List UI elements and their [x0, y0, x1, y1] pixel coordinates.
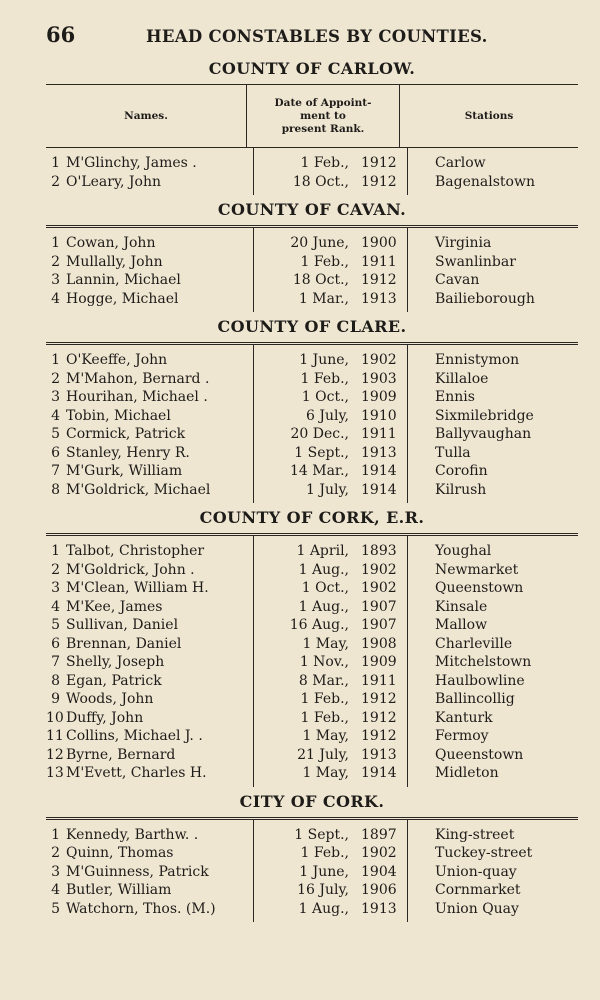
row-number: 2	[51, 173, 60, 190]
appointment-year: 1897	[361, 826, 397, 843]
appointment-date	[259, 673, 413, 689]
officer-name: M'Gurk, William	[66, 463, 183, 480]
officer-name: M'Clean, William H.	[66, 580, 209, 597]
appointment-year: 1906	[361, 882, 397, 899]
appointment-day-month: 1 Aug.,	[298, 561, 349, 578]
officer-name: Cowan, John	[66, 235, 156, 252]
running-title: HEAD CONSTABLES BY COUNTIES.	[146, 27, 488, 46]
station-name: Tuckey-street	[435, 845, 533, 862]
officer-name: Stanley, Henry R.	[66, 444, 190, 461]
table-row	[46, 690, 578, 709]
appointment-day-month: 1 Feb.,	[300, 370, 349, 387]
row-number: 10	[46, 709, 64, 726]
appointment-date	[259, 155, 413, 171]
header-stations: Stations	[464, 110, 514, 122]
appointment-date	[259, 747, 413, 763]
county-section	[46, 59, 578, 195]
appointment-day-month: 20 June,	[290, 235, 349, 252]
appointment-year: 1913	[361, 900, 397, 917]
appointment-day-month: 1 Feb.,	[300, 253, 349, 270]
table-row	[46, 672, 578, 691]
row-number: 1	[51, 826, 60, 843]
officer-name: Byrne, Bernard	[66, 746, 176, 763]
appointment-date	[259, 352, 413, 368]
column-divider	[253, 148, 254, 195]
appointment-year: 1912	[361, 691, 397, 708]
section-rows	[46, 228, 578, 312]
appointment-day-month: 21 July,	[297, 746, 349, 763]
station-name: Kilrush	[435, 481, 487, 498]
row-number: 3	[51, 863, 60, 880]
row-number: 11	[46, 728, 64, 745]
table-row	[46, 727, 578, 746]
column-divider	[407, 148, 408, 195]
table-row	[46, 764, 578, 783]
officer-name: Duffy, John	[66, 709, 144, 726]
appointment-day-month: 16 Aug.,	[289, 617, 349, 634]
appointment-date	[259, 272, 413, 288]
appointment-year: 1913	[361, 444, 397, 461]
officer-name: M'Goldrick, Michael	[66, 481, 211, 498]
station-name: Cavan	[435, 272, 480, 289]
table-row	[46, 462, 578, 481]
appointment-date	[259, 765, 413, 781]
table-row	[46, 388, 578, 407]
table-row	[46, 407, 578, 426]
officer-name: Woods, John	[66, 691, 154, 708]
row-number: 8	[51, 481, 60, 498]
row-number: 7	[51, 463, 60, 480]
officer-name: M'Glinchy, James .	[66, 155, 197, 172]
appointment-date	[259, 543, 413, 559]
appointment-day-month: 18 Oct.,	[292, 272, 349, 289]
column-divider	[407, 345, 408, 503]
section-rows	[46, 536, 578, 787]
page-number: 66	[46, 22, 76, 47]
appointment-day-month: 1 Oct.,	[301, 389, 349, 406]
row-number: 3	[51, 389, 60, 406]
station-name: Swanlinbar	[435, 253, 516, 270]
officer-name: Egan, Patrick	[66, 672, 162, 689]
officer-name: M'Guinness, Patrick	[66, 863, 209, 880]
appointment-date	[259, 827, 413, 843]
station-name: Youghal	[435, 543, 492, 560]
appointment-date	[259, 562, 413, 578]
appointment-year: 1913	[361, 290, 397, 307]
station-name: King-street	[435, 826, 515, 843]
station-name: Ballyvaughan	[435, 426, 532, 443]
appointment-year: 1914	[361, 765, 397, 782]
appointment-year: 1911	[361, 426, 397, 443]
row-number: 1	[51, 352, 60, 369]
appointment-day-month: 8 Mar.,	[298, 672, 349, 689]
county-title: COUNTY OF CARLOW.	[208, 59, 416, 78]
column-divider	[407, 820, 408, 923]
county-section	[46, 508, 578, 787]
column-divider	[253, 345, 254, 503]
station-name: Ballincollig	[435, 691, 515, 708]
appointment-day-month: 16 July,	[297, 882, 349, 899]
table-row	[46, 863, 578, 882]
appointment-day-month: 1 Oct.,	[301, 580, 349, 597]
officer-name: Tobin, Michael	[66, 407, 171, 424]
table-row	[46, 561, 578, 580]
table-row	[46, 444, 578, 463]
appointment-year: 1902	[361, 352, 397, 369]
officer-name: O'Leary, John	[66, 173, 161, 190]
appointment-date	[259, 371, 413, 387]
station-name: Haulbowline	[435, 672, 525, 689]
row-number: 7	[51, 654, 60, 671]
row-number: 4	[51, 598, 60, 615]
appointment-date	[259, 291, 413, 307]
row-number: 3	[51, 272, 60, 289]
table-row	[46, 579, 578, 598]
appointment-year: 1912	[361, 728, 397, 745]
table-row	[46, 746, 578, 765]
appointment-date	[259, 728, 413, 744]
appointment-day-month: 1 May,	[302, 635, 349, 652]
county-section	[46, 317, 578, 503]
table-row	[46, 542, 578, 561]
officer-name: Hourihan, Michael .	[66, 389, 208, 406]
row-number: 6	[51, 444, 60, 461]
running-header	[46, 22, 578, 54]
row-number: 5	[51, 426, 60, 443]
row-number: 1	[51, 155, 60, 172]
appointment-year: 1913	[361, 746, 397, 763]
appointment-day-month: 1 May,	[302, 765, 349, 782]
row-number: 4	[51, 407, 60, 424]
appointment-date	[259, 463, 413, 479]
appointment-date	[259, 599, 413, 615]
column-divider	[253, 228, 254, 312]
station-name: Bagenalstown	[435, 173, 535, 190]
appointment-date	[259, 580, 413, 596]
appointment-day-month: 1 June,	[299, 352, 349, 369]
appointment-date	[259, 389, 413, 405]
station-name: Kinsale	[435, 598, 488, 615]
officer-name: Talbot, Christopher	[66, 543, 205, 560]
table-row	[46, 900, 578, 919]
appointment-date	[259, 254, 413, 270]
appointment-date	[259, 636, 413, 652]
appointment-year: 1912	[361, 272, 397, 289]
table-row	[46, 290, 578, 309]
row-number: 3	[51, 580, 60, 597]
appointment-year: 1904	[361, 863, 397, 880]
column-headers	[46, 85, 578, 148]
appointment-year: 1912	[361, 173, 397, 190]
appointment-date	[259, 617, 413, 633]
county-title: COUNTY OF CORK, E.R.	[199, 508, 425, 527]
header-names: Names.	[46, 85, 247, 147]
officer-name: Collins, Michael J. .	[66, 728, 203, 745]
appointment-day-month: 1 Aug.,	[298, 900, 349, 917]
station-name: Kanturk	[435, 709, 493, 726]
column-divider	[253, 536, 254, 787]
county-sections	[46, 59, 578, 922]
appointment-day-month: 1 July,	[306, 481, 349, 498]
appointment-date	[259, 408, 413, 424]
table-row	[46, 826, 578, 845]
table-row	[46, 370, 578, 389]
row-number: 4	[51, 290, 60, 307]
station-name: Corofin	[435, 463, 488, 480]
appointment-day-month: 1 Mar.,	[298, 290, 349, 307]
appointment-year: 1893	[361, 543, 397, 560]
appointment-day-month: 14 Mar.,	[289, 463, 349, 480]
column-divider	[407, 228, 408, 312]
county-section	[46, 200, 578, 312]
station-name: Sixmilebridge	[435, 407, 534, 424]
table-row	[46, 616, 578, 635]
appointment-year: 1912	[361, 155, 397, 172]
appointment-date	[259, 445, 413, 461]
station-name: Charleville	[435, 635, 513, 652]
appointment-date	[259, 426, 413, 442]
table-row	[46, 709, 578, 728]
table-row	[46, 425, 578, 444]
appointment-day-month: 20 Dec.,	[290, 426, 349, 443]
section-rows	[46, 345, 578, 503]
appointment-date	[259, 864, 413, 880]
officer-name: Mullally, John	[66, 253, 163, 270]
appointment-day-month: 1 May,	[302, 728, 349, 745]
officer-name: M'Evett, Charles H.	[66, 765, 207, 782]
row-number: 2	[51, 561, 60, 578]
station-name: Killaloe	[435, 370, 489, 387]
row-number: 2	[51, 845, 60, 862]
row-number: 6	[51, 635, 60, 652]
station-name: Carlow	[435, 155, 486, 172]
officer-name: Kennedy, Barthw. .	[66, 826, 199, 843]
station-name: Virginia	[435, 235, 492, 252]
station-name: Queenstown	[435, 746, 524, 763]
row-number: 2	[51, 370, 60, 387]
appointment-year: 1910	[361, 407, 397, 424]
table-row	[46, 481, 578, 500]
appointment-year: 1914	[361, 463, 397, 480]
appointment-date	[259, 174, 413, 190]
appointment-year: 1900	[361, 235, 397, 252]
county-title: COUNTY OF CLARE.	[217, 317, 407, 336]
station-name: Cornmarket	[435, 882, 521, 899]
section-rows	[46, 820, 578, 923]
appointment-day-month: 6 July,	[306, 407, 349, 424]
station-name: Queenstown	[435, 580, 524, 597]
station-name: Mallow	[435, 617, 488, 634]
station-name: Newmarket	[435, 561, 519, 578]
row-number: 9	[51, 691, 60, 708]
county-title: COUNTY OF CAVAN.	[217, 200, 407, 219]
appointment-year: 1902	[361, 845, 397, 862]
appointment-year: 1911	[361, 672, 397, 689]
station-name: Ennis	[435, 389, 475, 406]
table-row	[46, 653, 578, 672]
officer-name: M'Goldrick, John .	[66, 561, 195, 578]
table-row	[46, 351, 578, 370]
station-name: Midleton	[435, 765, 499, 782]
appointment-year: 1903	[361, 370, 397, 387]
county-section	[46, 792, 578, 923]
officer-name: O'Keeffe, John	[66, 352, 168, 369]
row-number: 2	[51, 253, 60, 270]
appointment-date	[259, 654, 413, 670]
appointment-year: 1914	[361, 481, 397, 498]
column-divider	[407, 536, 408, 787]
officer-name: Lannin, Michael	[66, 272, 181, 289]
station-name: Tulla	[435, 444, 471, 461]
table-row	[46, 154, 578, 173]
appointment-day-month: 1 Aug.,	[298, 598, 349, 615]
officer-name: Hogge, Michael	[66, 290, 179, 307]
table-row	[46, 253, 578, 272]
appointment-date	[259, 235, 413, 251]
appointment-date	[259, 482, 413, 498]
appointment-date	[259, 710, 413, 726]
appointment-day-month: 1 Feb.,	[300, 845, 349, 862]
table-row	[46, 844, 578, 863]
officer-name: Quinn, Thomas	[66, 845, 174, 862]
county-title: CITY OF CORK.	[239, 791, 385, 811]
officer-name: M'Mahon, Bernard .	[66, 370, 210, 387]
section-rows	[46, 148, 578, 195]
appointment-day-month: 1 April,	[296, 543, 349, 560]
column-divider	[253, 820, 254, 923]
officer-name: Shelly, Joseph	[66, 654, 165, 671]
row-number: 4	[51, 882, 60, 899]
appointment-day-month: 1 June,	[299, 863, 349, 880]
appointment-day-month: 1 Nov.,	[299, 654, 349, 671]
appointment-day-month: 1 Feb.,	[300, 155, 349, 172]
header-date: Date of Appoint- ment to present Rank.	[247, 85, 400, 147]
officer-name: M'Kee, James	[66, 598, 163, 615]
table-row	[46, 598, 578, 617]
table-row	[46, 635, 578, 654]
appointment-day-month: 1 Feb.,	[300, 691, 349, 708]
row-number: 5	[51, 900, 60, 917]
appointment-date	[259, 691, 413, 707]
appointment-day-month: 1 Feb.,	[300, 709, 349, 726]
officer-name: Sullivan, Daniel	[66, 617, 179, 634]
station-name: Fermoy	[435, 728, 489, 745]
appointment-day-month: 18 Oct.,	[292, 173, 349, 190]
appointment-year: 1907	[361, 598, 397, 615]
officer-name: Cormick, Patrick	[66, 426, 186, 443]
officer-name: Brennan, Daniel	[66, 635, 182, 652]
table-row	[46, 173, 578, 192]
appointment-year: 1912	[361, 709, 397, 726]
station-name: Bailieborough	[435, 290, 535, 307]
appointment-year: 1907	[361, 617, 397, 634]
appointment-year: 1909	[361, 654, 397, 671]
appointment-date	[259, 845, 413, 861]
row-number: 1	[51, 543, 60, 560]
table-row	[46, 271, 578, 290]
row-number: 1	[51, 235, 60, 252]
appointment-year: 1909	[361, 389, 397, 406]
appointment-year: 1902	[361, 580, 397, 597]
station-name: Union-quay	[435, 863, 517, 880]
appointment-year: 1908	[361, 635, 397, 652]
station-name: Ennistymon	[435, 352, 520, 369]
row-number: 5	[51, 617, 60, 634]
table-row	[46, 881, 578, 900]
appointment-year: 1911	[361, 253, 397, 270]
appointment-day-month: 1 Sept.,	[294, 826, 349, 843]
officer-name: Butler, William	[66, 882, 172, 899]
station-name: Mitchelstown	[435, 654, 532, 671]
appointment-day-month: 1 Sept.,	[294, 444, 349, 461]
row-number: 13	[46, 765, 64, 782]
station-name: Union Quay	[435, 900, 519, 917]
appointment-date	[259, 901, 413, 917]
officer-name: Watchorn, Thos. (M.)	[66, 900, 216, 917]
appointment-date	[259, 882, 413, 898]
appointment-year: 1902	[361, 561, 397, 578]
row-number: 8	[51, 672, 60, 689]
table-row	[46, 234, 578, 253]
row-number: 12	[46, 746, 64, 763]
